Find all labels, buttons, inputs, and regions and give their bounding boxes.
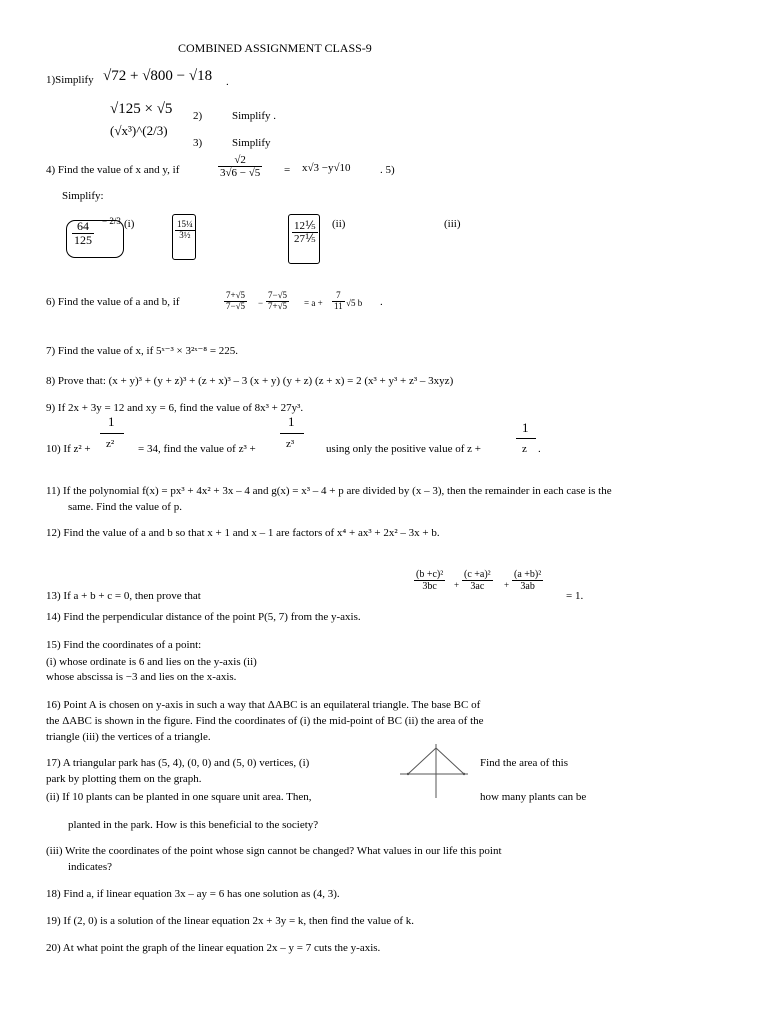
- q3-expression: (√x³)^(2/3): [110, 123, 168, 138]
- q5b-fraction: [175, 220, 195, 241]
- q17-right1: Find the area of this: [480, 757, 568, 769]
- q6-rhs: = a +: [304, 298, 323, 308]
- q6-fraction-1: [224, 291, 247, 312]
- q5c-numerator: 12⅕: [294, 220, 316, 232]
- q8-text: 8) Prove that: (x + y)³ + (y + z)³ + (z + x)³ – 3 (x + y) (y + z) (z + x) = 2 (x³ + y³ + z³ – 3xyz): [46, 375, 454, 387]
- q4-equals: =: [284, 164, 291, 176]
- q6-rhs2: √5 b: [346, 298, 363, 308]
- q4-tail: . 5): [380, 164, 395, 176]
- q3-number: 3): [193, 137, 203, 149]
- q10-z: z: [522, 443, 527, 455]
- q13-fraction-3: [512, 569, 543, 592]
- q6-label: 6) Find the value of a and b, if: [46, 296, 180, 308]
- q6-end: .: [380, 296, 383, 308]
- q13-f1-denominator: 3bc: [422, 581, 437, 592]
- q9-text: 9) If 2x + 3y = 12 and xy = 6, find the value of 8x³ + 27y³.: [46, 402, 304, 414]
- q16-line3: triangle (iii) the vertices of a triangle.: [46, 731, 211, 743]
- q10-z-squared: z²: [106, 438, 115, 450]
- q17-line3: (ii) If 10 plants can be planted in one square unit area. Then,: [46, 791, 312, 803]
- q11-line1: 11) If the polynomial f(x) = px³ + 4x² + 3x – 4 and g(x) = x³ – 4 + p are divided by (x – 3), then the remainder in each case is the: [46, 485, 612, 497]
- q17-line4: planted in the park. How is this beneficial to the society?: [68, 819, 319, 831]
- q16-line2: the ΔABC is shown in the figure. Find the coordinates of (i) the mid-point of BC (ii) the area of the: [46, 715, 484, 727]
- q5-part-i: (i): [124, 218, 135, 230]
- q10-fraction-bar-c: [516, 438, 536, 439]
- q13-f3-numerator: (a +b)²: [514, 569, 542, 580]
- page-title: COMBINED ASSIGNMENT CLASS-9: [178, 41, 372, 55]
- figure-vertex-c: [463, 773, 465, 775]
- q17-line5: (iii) Write the coordinates of the point whose sign cannot be changed? What values in our life this point: [46, 845, 502, 857]
- figure-side-right: [436, 748, 464, 774]
- q5a-fraction: [72, 220, 94, 247]
- figure-side-left: [408, 748, 436, 774]
- q4-rhs: x√3 −y√10: [302, 162, 351, 174]
- q2-text: Simplify .: [232, 110, 277, 122]
- q14-text: 14) Find the perpendicular distance of the point P(5, 7) from the y-axis.: [46, 611, 361, 623]
- q17-line6: indicates?: [68, 861, 112, 873]
- q10-one-a: 1: [108, 414, 115, 429]
- q10-z-cubed: z³: [286, 438, 295, 450]
- q13-f1-numerator: (b +c)²: [416, 569, 444, 580]
- q4-fraction: [218, 154, 262, 179]
- q6-f2-denominator: 7+√5: [268, 300, 288, 311]
- q13-end: = 1.: [566, 590, 584, 602]
- q15-line1: 15) Find the coordinates of a point:: [46, 639, 202, 651]
- q7-text: 7) Find the value of x, if 5ˣ⁻³ × 3²ˣ⁻⁸ = 225.: [46, 345, 239, 357]
- q10-one-c: 1: [522, 420, 529, 435]
- q4-denominator: 3√6 − √5: [220, 167, 261, 180]
- q10-fraction-bar-b: [280, 433, 304, 434]
- q6-f3-numerator: 7: [332, 291, 345, 302]
- q13-label: 13) If a + b + c = 0, then prove that: [46, 590, 201, 602]
- q5c-denominator: 27⅕: [294, 233, 316, 246]
- q1-end: .: [226, 76, 229, 88]
- q3-text: Simplify: [232, 137, 271, 149]
- triangle-figure: [396, 740, 472, 802]
- q6-f2-numerator: 7−√5: [268, 290, 288, 300]
- q2-expression: √125 × √5: [110, 101, 173, 117]
- q13-fraction-1: [414, 569, 445, 592]
- q11-line2: same. Find the value of p.: [68, 501, 182, 513]
- q1-expression: √72 + √800 − √18: [103, 68, 213, 84]
- figure-vertex-b: [407, 773, 409, 775]
- q15-line2: (i) whose ordinate is 6 and lies on the y-axis (ii): [46, 656, 257, 668]
- q15-line3: whose abscissa is −3 and lies on the x-axis.: [46, 671, 237, 683]
- q6-f3-denominator: 11: [334, 300, 343, 311]
- q13-f2-numerator: (c +a)²: [464, 569, 491, 580]
- q16-line1: 16) Point A is chosen on y-axis in such a way that ΔABC is an equilateral triangle. The base BC of: [46, 699, 481, 711]
- q6-minus: −: [258, 298, 264, 308]
- q6-fraction-2: [266, 291, 289, 312]
- q13-fraction-2: [462, 569, 493, 592]
- q1-label: 1)Simplify: [46, 74, 94, 86]
- q5b-denominator: 3½: [179, 229, 191, 240]
- q10-mid: = 34, find the value of z³ +: [138, 443, 256, 455]
- q13-plus-1: +: [454, 580, 460, 590]
- q10-fraction-bar-a: [100, 433, 124, 434]
- q17-right3: how many plants can be: [480, 791, 587, 803]
- q10-one-b: 1: [288, 414, 295, 429]
- q18-text: 18) Find a, if linear equation 3x – ay = 6 has one solution as (4, 3).: [46, 888, 340, 900]
- q5c-fraction: [292, 220, 318, 245]
- q10-lead: 10) If z² +: [46, 443, 91, 455]
- q5b-numerator: 15¼: [177, 219, 193, 229]
- q6-fraction-3: [332, 291, 345, 312]
- q20-text: 20) At what point the graph of the linear equation 2x – y = 7 cuts the y-axis.: [46, 942, 381, 954]
- q5-part-iii: (iii): [444, 218, 461, 230]
- q5-label: Simplify:: [62, 190, 104, 202]
- q13-plus-2: +: [504, 580, 510, 590]
- q4-label: 4) Find the value of x and y, if: [46, 164, 180, 176]
- q19-text: 19) If (2, 0) is a solution of the linear equation 2x + 3y = k, then find the value of k.: [46, 915, 414, 927]
- q10-end: .: [538, 443, 541, 455]
- q5a-denominator: 125: [74, 233, 92, 248]
- q12-text: 12) Find the value of a and b so that x + 1 and x – 1 are factors of x⁴ + ax³ + 2x² – 3x + b.: [46, 527, 440, 539]
- q6-f1-numerator: 7+√5: [226, 290, 246, 300]
- q13-f3-denominator: 3ab: [520, 581, 535, 592]
- q10-tail: using only the positive value of z +: [326, 443, 481, 455]
- q17-line1: 17) A triangular park has (5, 4), (0, 0) and (5, 0) vertices, (i): [46, 757, 310, 769]
- q2-number: 2): [193, 110, 203, 122]
- q5-part-ii: (ii): [332, 218, 346, 230]
- q5a-numerator: 64: [72, 220, 94, 234]
- q13-f2-denominator: 3ac: [470, 581, 485, 592]
- q17-line2: park by plotting them on the graph.: [46, 773, 202, 785]
- q5a-exponent: − 2/3: [102, 216, 121, 226]
- q6-f1-denominator: 7−√5: [226, 300, 246, 311]
- q4-numerator: √2: [218, 154, 262, 167]
